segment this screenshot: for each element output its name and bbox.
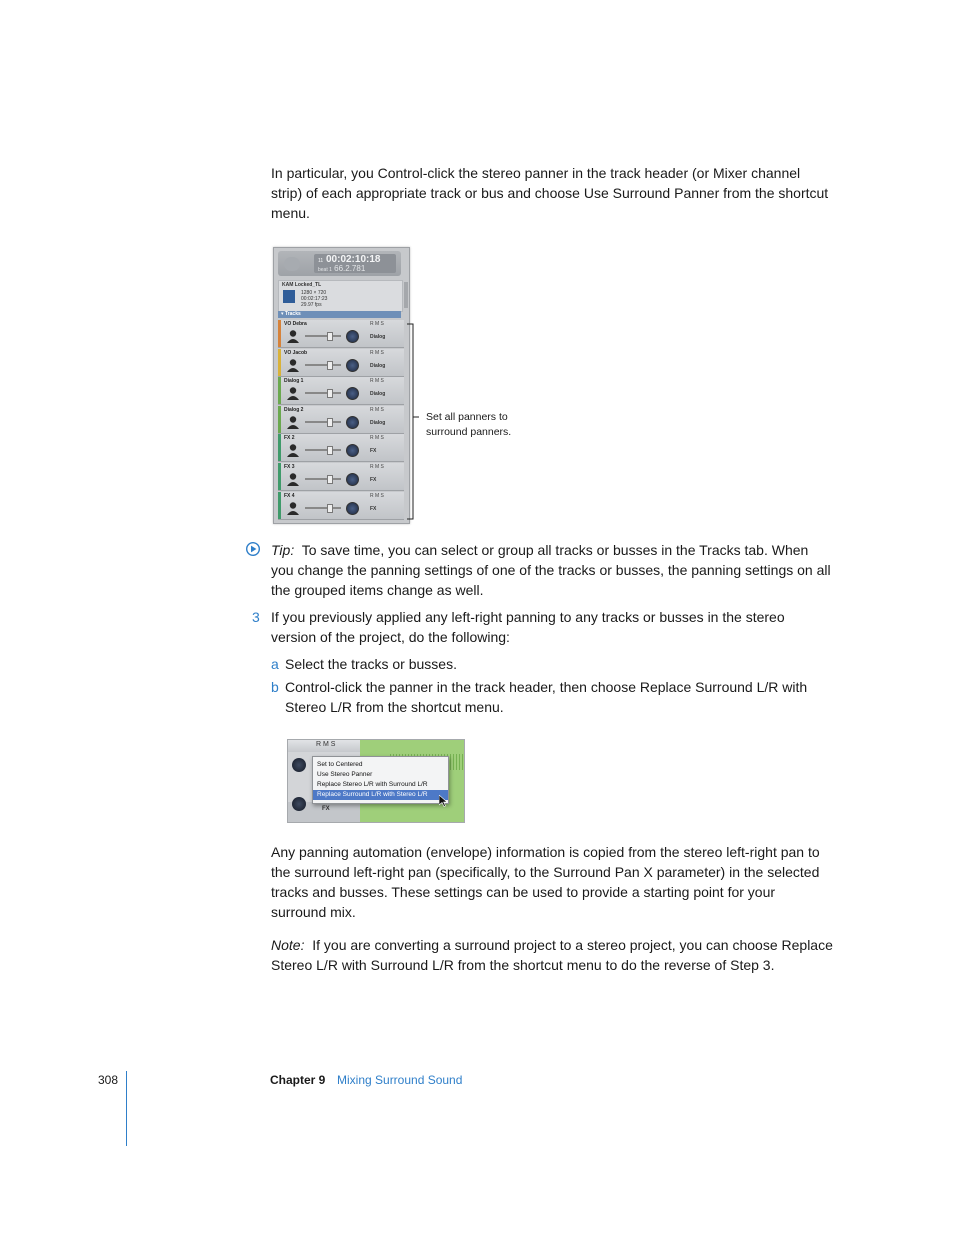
track-row[interactable]: [278, 434, 404, 462]
rms-buttons[interactable]: R M S: [370, 492, 384, 499]
rms-buttons[interactable]: R M S: [370, 435, 384, 442]
track-color-stripe: [278, 377, 281, 404]
note-label: Note:: [271, 937, 305, 953]
intro-paragraph: In particular, you Control-click the stereo panner in the track header (or Mixer channel strip) of each appropriate track or bus and choose Use Surround Panner from the shortcut menu.: [271, 165, 829, 221]
menu-item-use-stereo-panner[interactable]: Use Stereo Panner: [317, 771, 373, 778]
rms-buttons[interactable]: R M S: [370, 464, 384, 470]
shortcut-menu: [312, 756, 449, 804]
volume-fader[interactable]: [305, 421, 341, 423]
track-color-stripe: [278, 463, 281, 490]
step-number: 3: [252, 609, 260, 625]
lock-icon: [284, 257, 300, 271]
tip-label: Tip:: [271, 542, 295, 558]
tip-paragraph: [271, 540, 831, 600]
track-icon: [286, 386, 300, 400]
track-icon: [286, 472, 300, 486]
volume-fader[interactable]: [305, 335, 341, 337]
track-name: Dialog 2: [284, 406, 304, 413]
track-color-stripe: [278, 406, 281, 433]
project-info: [278, 280, 403, 312]
timecode-value: 11 00:02:10:18: [318, 254, 381, 265]
volume-fader[interactable]: [305, 392, 341, 394]
rms-buttons[interactable]: R M S: [370, 406, 384, 413]
panner-knob[interactable]: [346, 502, 359, 515]
panner-knob[interactable]: [346, 330, 359, 343]
footer-rule: [126, 1071, 127, 1146]
track-icon: [286, 358, 300, 372]
track-color-stripe: [278, 349, 281, 376]
track-name: FX 3: [284, 464, 295, 470]
track-icon: [286, 329, 300, 343]
volume-fader[interactable]: [305, 507, 341, 509]
rms-buttons[interactable]: R M S: [316, 741, 336, 748]
track-name: Dialog 1: [284, 378, 304, 385]
scrollbar[interactable]: [404, 282, 408, 308]
menu-item-set-centered[interactable]: Set to Centered: [317, 761, 363, 768]
track-row[interactable]: [278, 463, 404, 491]
page-number: 308: [98, 1073, 119, 1087]
track-name: FX 4: [284, 492, 295, 499]
bus-label: Dialog: [370, 391, 386, 398]
chapter-title[interactable]: Mixing Surround Sound: [337, 1073, 463, 1087]
bus-label: FX: [370, 505, 377, 512]
bus-label: FX: [370, 477, 377, 483]
rms-buttons[interactable]: R M S: [370, 349, 384, 356]
mouse-cursor-icon: [439, 795, 447, 807]
volume-fader[interactable]: [305, 364, 341, 366]
callout-bracket: [407, 323, 419, 520]
volume-fader[interactable]: [305, 449, 341, 451]
substep-letter-a: a: [271, 656, 279, 672]
track-row[interactable]: [278, 349, 404, 377]
panner-knob[interactable]: [346, 359, 359, 372]
callout-text: Set all panners to surround panners.: [426, 411, 512, 438]
beats-value: beat 1 66.2.781: [318, 264, 366, 273]
track-color-stripe: [278, 434, 281, 461]
track-row[interactable]: [278, 492, 404, 520]
panner-knob[interactable]: [292, 797, 306, 811]
bus-label: Dialog: [370, 334, 386, 340]
track-row[interactable]: [278, 377, 404, 405]
substep-text-a: Select the tracks or busses.: [285, 656, 457, 672]
bus-label: Dialog: [370, 419, 386, 426]
substep-text-b: Control-click the panner in the track header, then choose Replace Surround L/R with Stereo L/R from the shortcut menu.: [285, 679, 808, 715]
panner-knob[interactable]: [346, 473, 359, 486]
bus-label: Dialog: [370, 362, 386, 369]
track-row[interactable]: [278, 406, 404, 434]
step-text: If you previously applied any left-right panning to any tracks or busses in the stereo version of the project, do the following:: [271, 609, 785, 645]
bus-label: FX: [322, 806, 330, 812]
track-icon: [286, 443, 300, 457]
substep-letter-b: b: [271, 679, 279, 695]
panner-knob[interactable]: [346, 416, 359, 429]
tip-arrow-icon: [246, 542, 260, 556]
track-icon: [286, 501, 300, 515]
track-color-stripe: [278, 320, 281, 347]
rms-buttons[interactable]: R M S: [370, 378, 384, 385]
note-paragraph: [271, 935, 841, 975]
project-info-details: 1280 × 720 00:02:17:23 29.97 fps: [301, 290, 328, 308]
volume-fader[interactable]: [305, 478, 341, 480]
track-name: FX 2: [284, 435, 295, 442]
timecode-display: [314, 254, 396, 273]
note-text: If you are converting a surround project to a stereo project, you can choose Replace Stereo L/R with Surround L/R from the shortcut menu to do the reverse of Step 3.: [271, 937, 833, 973]
menu-item-replace-surround-with-stereo[interactable]: Replace Surround L/R with Stereo L/R: [313, 790, 448, 800]
project-info-title: KAM Locked_TL: [282, 282, 322, 288]
timecode-header: [278, 251, 401, 276]
track-name: VO Debra: [284, 321, 307, 327]
track-color-stripe: [278, 492, 281, 519]
track-name: VO Jacob: [284, 349, 308, 356]
tip-text: To save time, you can select or group all tracks or busses in the Tracks tab. When you change the panning settings of one of the tracks or busses, the panning settings on all the grouped items change as well.: [271, 542, 831, 598]
tracks-section-label: ▾ Tracks: [278, 311, 401, 318]
panner-knob[interactable]: [292, 758, 306, 772]
menu-item-replace-stereo-with-surround[interactable]: Replace Stereo L/R with Surround L/R: [317, 781, 428, 788]
panner-knob[interactable]: [346, 387, 359, 400]
track-icon: [286, 415, 300, 429]
rms-buttons[interactable]: R M S: [370, 321, 384, 327]
tracks-panel-screenshot: [273, 247, 410, 524]
shortcut-menu-screenshot: [287, 739, 465, 823]
panner-knob[interactable]: [346, 444, 359, 457]
automation-paragraph: Any panning automation (envelope) information is copied from the stereo left-right pan to the surround left-right pan (specifically, to the Surround Pan X parameter) in the selected tracks and busses. These settings can be used to provide a starting point for your surround mix.: [271, 844, 820, 920]
chapter-label: Chapter 9: [270, 1073, 326, 1087]
film-icon: [283, 290, 295, 303]
bus-label: FX: [370, 448, 377, 455]
track-row[interactable]: [278, 320, 404, 348]
